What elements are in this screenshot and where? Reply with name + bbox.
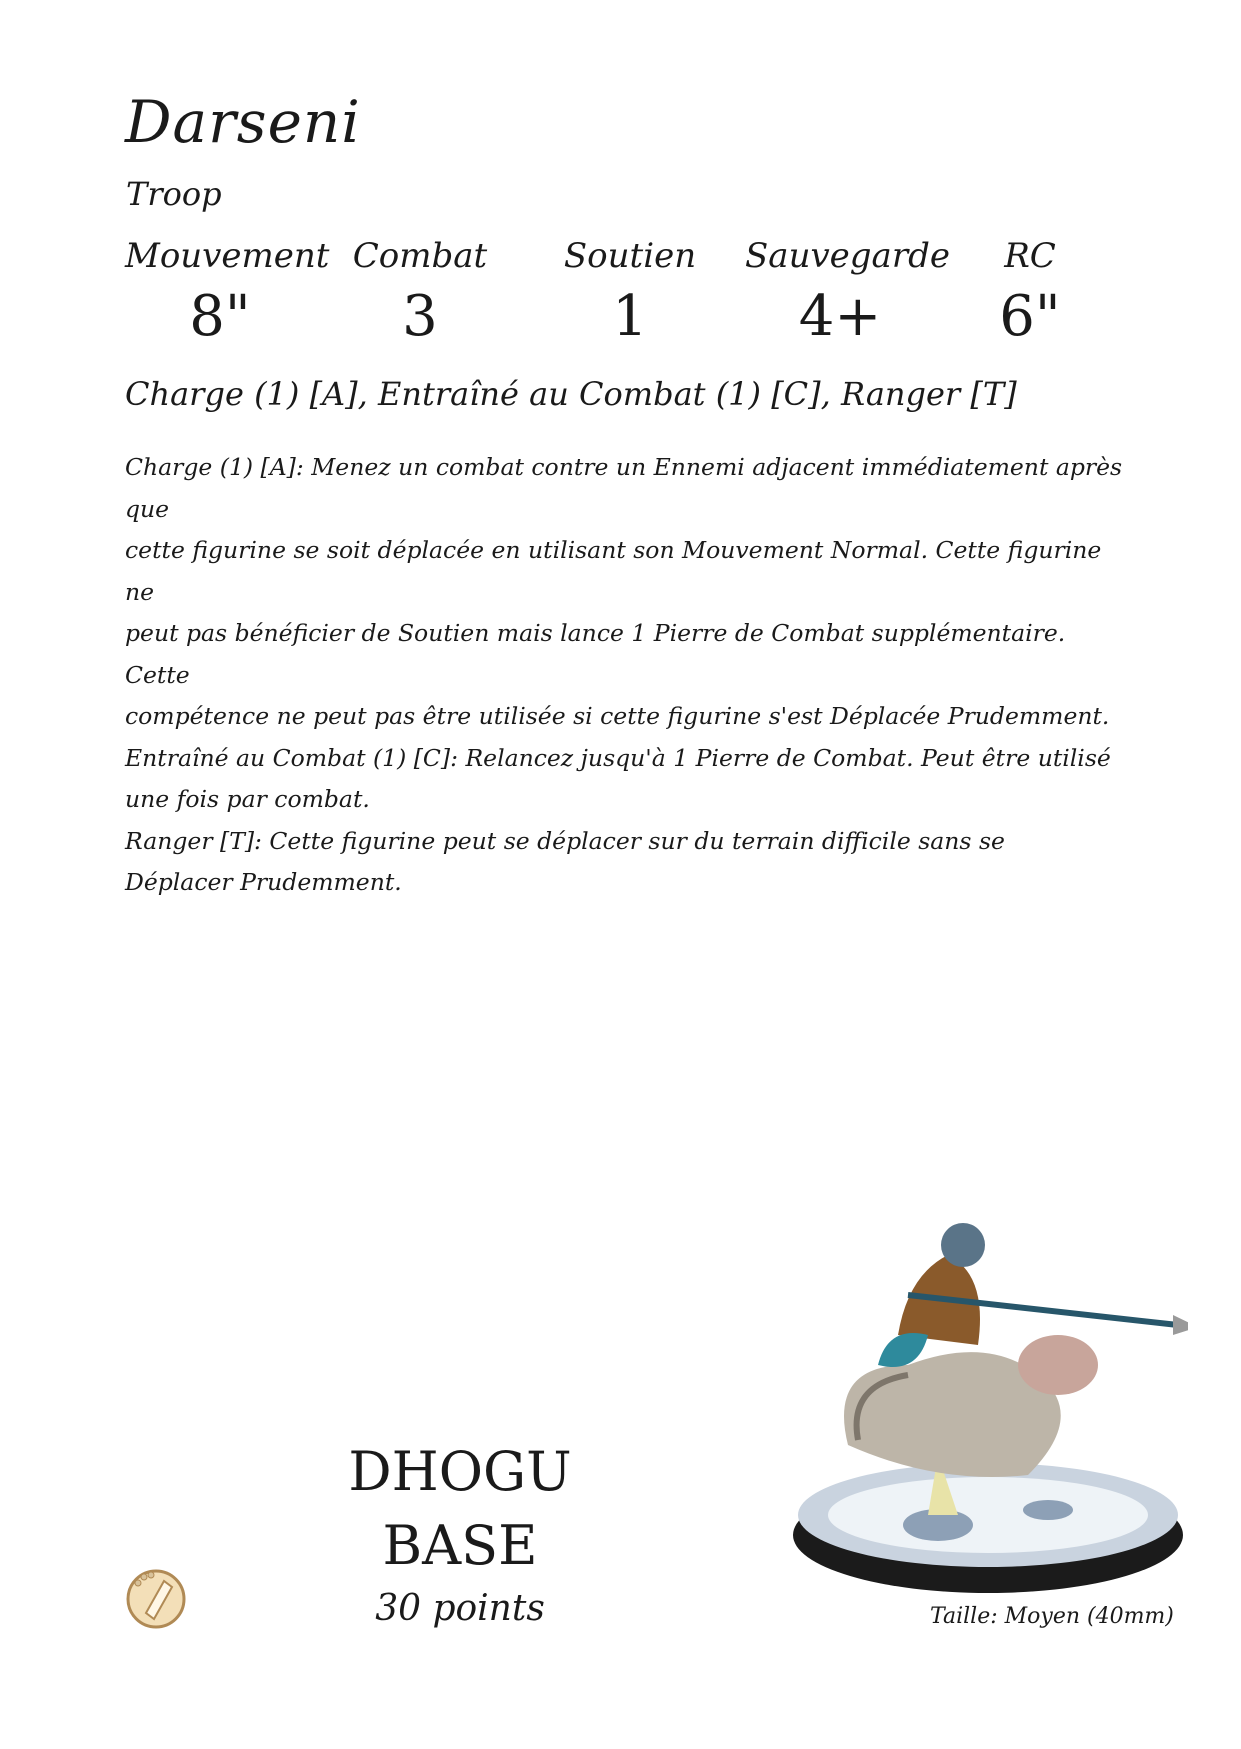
stat-save <box>745 236 950 349</box>
stat-value: 8" <box>189 284 251 349</box>
stat-support <box>535 236 725 349</box>
stat-value: 6" <box>999 284 1061 349</box>
unit-name: Darseni <box>125 88 361 156</box>
unit-type: Troop <box>126 175 222 213</box>
ability-text <box>125 447 1125 904</box>
faction-line-1: DHOGU <box>348 1440 572 1503</box>
stat-label: Soutien <box>563 236 697 276</box>
ability-line: Déplacer Prudemment. <box>125 868 402 896</box>
keyword-line: Charge (1) [A], Entraîné au Combat (1) [C], Ranger [T] <box>125 375 1017 413</box>
miniature-photo <box>788 1215 1188 1599</box>
ability-line: Ranger [T]: Cette figurine peut se déplacer sur du terrain difficile sans se <box>125 826 1005 855</box>
ability-line: Charge (1) [A]: Menez un combat contre un Ennemi adjacent immédiatement après que <box>125 453 1123 523</box>
points-cost: 30 points <box>375 1588 545 1629</box>
stat-value: 1 <box>612 284 648 349</box>
ability-line: compétence ne peut pas être utilisée si cette figurine s'est Déplacée Prudemment. <box>125 702 1110 730</box>
ability-line: cette figurine se soit déplacée en utilisant son Mouvement Normal. Cette figurine ne <box>125 536 1102 606</box>
ability-line: peut pas bénéficier de Soutien mais lance 1 Pierre de Combat supplémentaire. Cette <box>125 619 1066 689</box>
faction-seal-icon <box>124 1567 188 1635</box>
faction-line-2: BASE <box>382 1514 538 1577</box>
ability-line: Entraîné au Combat (1) [C]: Relancez jusqu'à 1 Pierre de Combat. Peut être utilisé <box>125 743 1111 772</box>
stat-value: 3 <box>402 284 438 349</box>
stat-value: 4+ <box>798 284 882 349</box>
stat-rc <box>955 236 1105 349</box>
stat-label: RC <box>1004 236 1056 276</box>
faction-name <box>270 1435 650 1583</box>
ability-line: une fois par combat. <box>125 785 370 813</box>
stat-label: Combat <box>352 236 488 276</box>
stat-movement <box>125 236 330 349</box>
stat-combat <box>325 236 515 349</box>
stat-block <box>125 236 1115 349</box>
stat-label: Sauvegarde <box>745 236 950 276</box>
stat-label: Mouvement <box>125 236 330 276</box>
size-label: Taille: Moyen (40mm) <box>930 1604 1174 1629</box>
